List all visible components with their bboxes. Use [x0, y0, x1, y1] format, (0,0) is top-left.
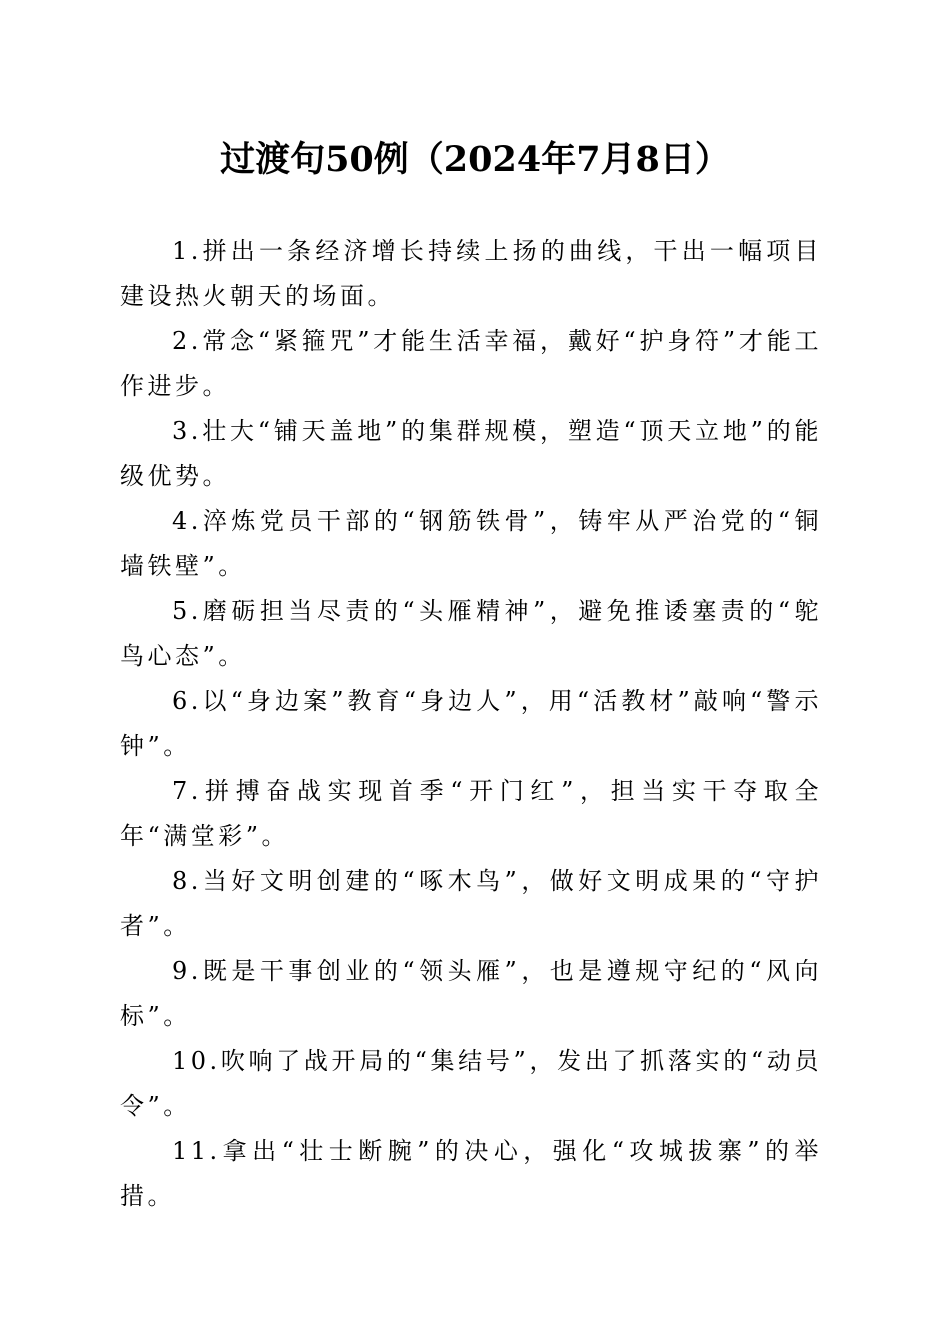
list-item: 4.淬炼党员干部的“钢筋铁骨”，铸牢从严治党的“铜墙铁壁”。 [120, 507, 822, 580]
list-item: 11.拿出“壮士断腕”的决心，强化“攻城拔寨”的举措。 [120, 1137, 822, 1210]
list-item: 5.磨砺担当尽责的“头雁精神”，避免推诿塞责的“鸵鸟心态”。 [120, 597, 822, 670]
list-item: 1.拼出一条经济增长持续上扬的曲线，干出一幅项目建设热火朝天的场面。 [120, 237, 822, 310]
list-item: 3.壮大“铺天盖地”的集群规模，塑造“顶天立地”的能级优势。 [120, 417, 822, 490]
list-item: 10.吹响了战开局的“集结号”，发出了抓落实的“动员令”。 [120, 1047, 822, 1120]
document-body [120, 229, 822, 1219]
list-item: 6.以“身边案”教育“身边人”，用“活教材”敲响“警示钟”。 [120, 687, 822, 760]
list-item: 7.拼搏奋战实现首季“开门红”，担当实干夺取全年“满堂彩”。 [120, 777, 822, 850]
document-title: 过渡句50例（2024年7月8日） [220, 139, 730, 180]
list-item: 2.常念“紧箍咒”才能生活幸福，戴好“护身符”才能工作进步。 [120, 327, 822, 400]
list-item: 9.既是干事创业的“领头雁”，也是遵规守纪的“风向标”。 [120, 957, 822, 1030]
list-item: 8.当好文明创建的“啄木鸟”，做好文明成果的“守护者”。 [120, 867, 822, 940]
